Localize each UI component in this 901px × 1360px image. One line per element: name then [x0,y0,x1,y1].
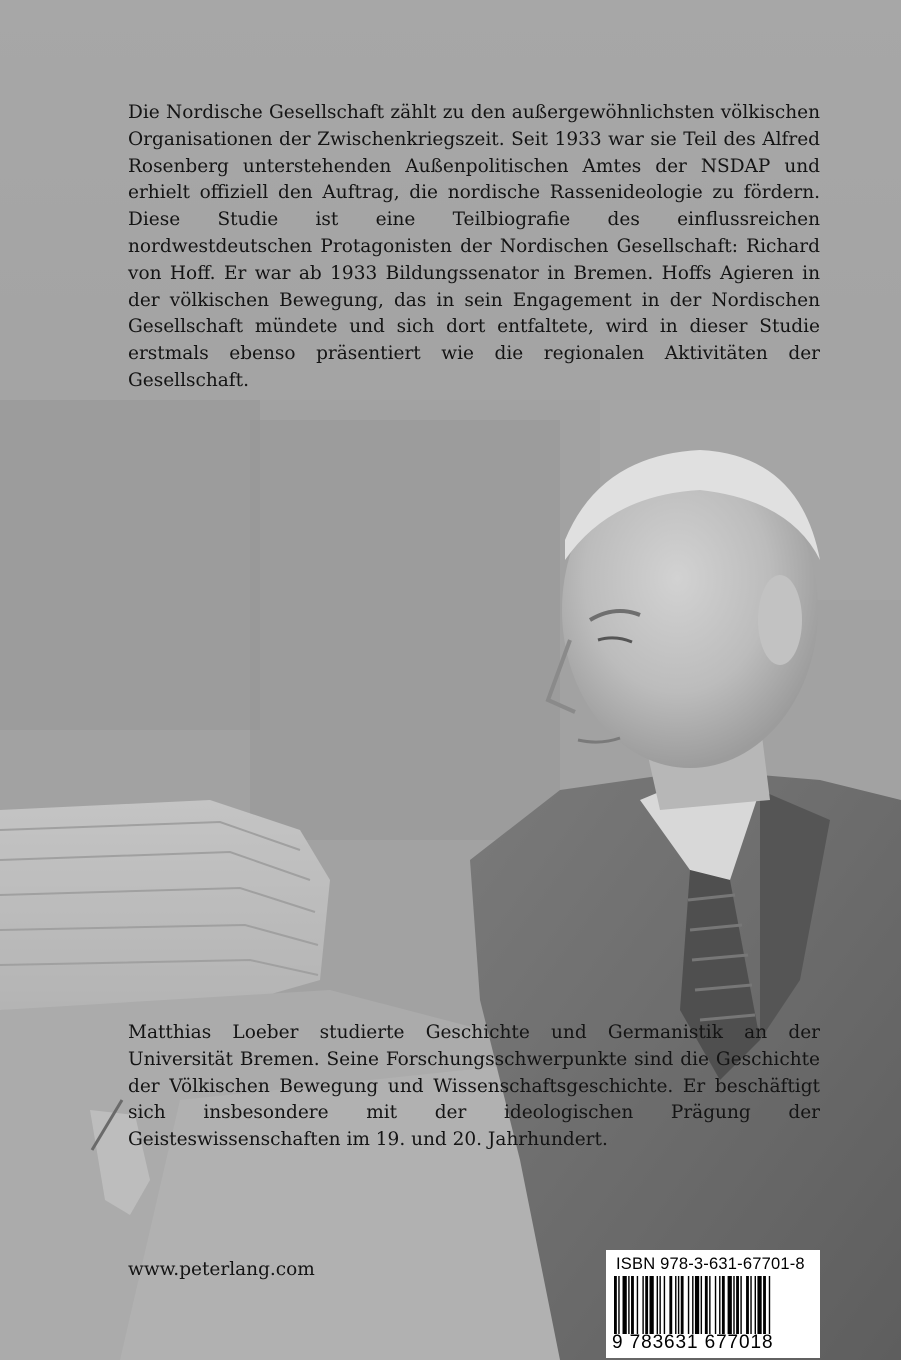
barcode-bar [664,1276,665,1334]
barcode-bar [728,1276,732,1334]
barcode-icon [614,1276,812,1334]
barcode-bar [757,1276,761,1334]
barcode-bar [740,1276,741,1334]
barcode-bar [722,1276,725,1334]
barcode-bar [650,1276,654,1334]
barcode-bar [705,1276,708,1334]
barcode-bar [755,1276,756,1334]
barcode-bar [623,1276,627,1334]
barcode-bar [688,1276,689,1334]
barcode-bar [645,1276,648,1334]
barcode-bar [719,1276,720,1334]
barcode-bar [733,1276,734,1334]
barcode-bar [669,1276,672,1334]
isbn-barcode-box [606,1250,820,1358]
barcode-bar [692,1276,693,1334]
blurb-text: Die Nordische Gesellschaft zählt zu den außergewöhnlichsten völkischen Organisationen der Zwischenkriegszeit. Seit 1933 war sie Teil des Alfred Rosenberg unterstehenden Außenpolitischen Amtes der NSDAP und erhielt offiziell den Auftrag, die nordische Rassenideologie zu fördern. Diese Studie ist eine Teilbiografie des einflussreichen nordwestdeutschen Protagonisten der Nordischen Gesellschaft: Richard von Hoff. Er war ab 1933 Bildungssenator in Bremen. Hoffs Agieren in der völkischen Bewegung, das in sein Engagement in der Nordischen Gesellschaft mündete und sich dort entfaltete, wird in dieser Studie erstmals ebenso präsentiert wie die regionalen Aktivitäten der Gesellschaft. [128,102,820,391]
barcode-bar [746,1276,749,1334]
barcode-bar [642,1276,643,1334]
barcode-bar [701,1276,702,1334]
barcode-bar [675,1276,676,1334]
barcode-bar [614,1276,617,1334]
barcode-bar [631,1276,634,1334]
barcode-bar [657,1276,658,1334]
barcode-bar [637,1276,638,1334]
barcode-bar [681,1276,684,1334]
barcode-bar [659,1276,660,1334]
isbn-label: ISBN 978-3-631-67701-8 [616,1255,805,1273]
barcode-bar [750,1276,751,1334]
barcode-bar [695,1276,699,1334]
barcode-bar [678,1276,679,1334]
barcode-digits: 9 783631 677018 [612,1332,774,1353]
barcode-bar [736,1276,739,1334]
barcode-bar [709,1276,710,1334]
barcode-bar [769,1276,770,1334]
barcode-bar [715,1276,716,1334]
author-bio-text: Matthias Loeber studierte Geschichte und Germanistik an der Universität Bremen. Seine Forschungsschwerpunkte sind die Geschichte der Völkischen Bewegung und Wissenschaftsgeschichte. Er beschäftigt sich insbesondere mit der ideologischen Prägung der Geisteswissenschaften im 19. und 20. Jahrhundert. [128,1022,820,1151]
barcode-bar [618,1276,619,1334]
barcode-bar [763,1276,766,1334]
barcode-bar [628,1276,629,1334]
publisher-website: www.peterlang.com [128,1259,315,1280]
